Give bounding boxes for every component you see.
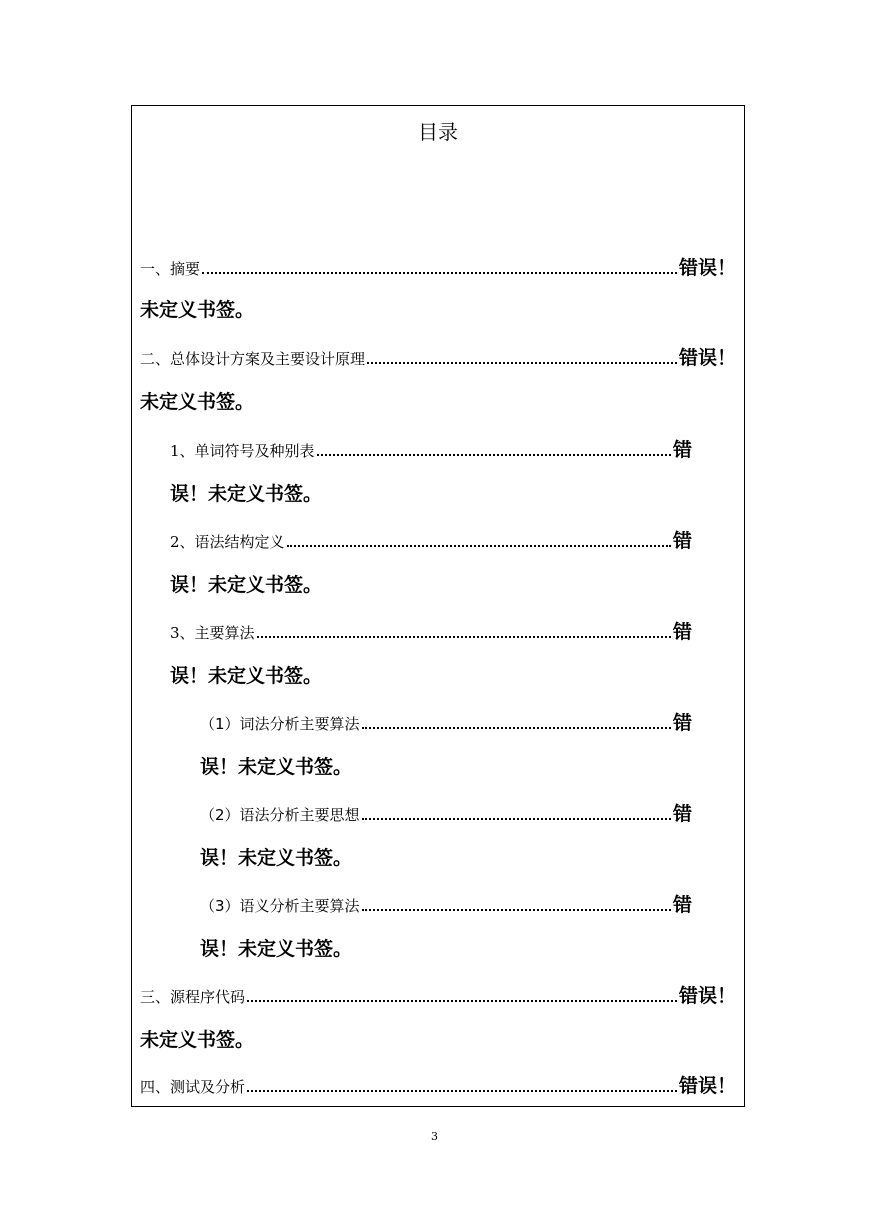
toc-entry-label: 一、摘要 (140, 260, 201, 278)
toc-entry-continuation: 误！未定义书签。 (170, 574, 323, 596)
toc-entry[interactable] (170, 618, 692, 644)
toc-entry-error: 错误！ (678, 985, 736, 1007)
toc-entry[interactable] (140, 344, 736, 370)
toc-entry-label: （3）语义分析主要算法 (200, 897, 360, 915)
toc-entry[interactable] (170, 527, 692, 553)
toc-entry-error: 错 (672, 439, 692, 461)
toc-entry-continuation: 误！未定义书签。 (200, 938, 353, 960)
toc-title: 目录 (418, 120, 458, 144)
toc-entry[interactable] (140, 254, 736, 280)
page-number: 3 (431, 1130, 438, 1143)
toc-entry-error: 错 (672, 621, 692, 643)
leader-dots (367, 362, 677, 364)
toc-entry-error: 错 (672, 803, 692, 825)
leader-dots (247, 1090, 677, 1092)
toc-entry-label: 三、源程序代码 (140, 988, 246, 1006)
leader-dots (247, 1000, 677, 1002)
toc-entry-label: 3、主要算法 (170, 624, 255, 642)
leader-dots (317, 454, 671, 456)
leader-dots (257, 636, 671, 638)
toc-entry-continuation: 误！未定义书签。 (170, 483, 323, 505)
toc-entry-label: 四、测试及分析 (140, 1078, 246, 1096)
toc-entry-continuation: 误！未定义书签。 (200, 847, 353, 869)
toc-entry[interactable] (140, 1072, 736, 1098)
toc-entry[interactable] (200, 800, 692, 826)
leader-dots (362, 909, 671, 911)
toc-entry-label: （1）词法分析主要算法 (200, 715, 360, 733)
toc-entry-error: 错误！ (678, 347, 736, 369)
toc-entry-continuation: 未定义书签。 (140, 1029, 255, 1051)
toc-entry-error: 错误！ (678, 1075, 736, 1097)
toc-entry[interactable] (170, 436, 692, 462)
toc-frame (131, 105, 745, 1107)
toc-entry-label: （2）语法分析主要思想 (200, 806, 360, 824)
toc-entry-label: 1、单词符号及种别表 (170, 442, 315, 460)
toc-entry-continuation: 未定义书签。 (140, 299, 255, 321)
leader-dots (362, 818, 671, 820)
toc-entry-error: 错 (672, 712, 692, 734)
toc-entry-continuation: 误！未定义书签。 (170, 665, 323, 687)
toc-entry-error: 错 (672, 530, 692, 552)
toc-entry-continuation: 误！未定义书签。 (200, 756, 353, 778)
toc-entry-label: 二、总体设计方案及主要设计原理 (140, 350, 366, 368)
toc-entry[interactable] (140, 982, 736, 1008)
toc-entry[interactable] (200, 891, 692, 917)
toc-entry-error: 错误！ (678, 257, 736, 279)
toc-entry[interactable] (200, 709, 692, 735)
toc-entry-label: 2、语法结构定义 (170, 533, 285, 551)
toc-entry-error: 错 (672, 894, 692, 916)
leader-dots (202, 272, 677, 274)
leader-dots (362, 727, 671, 729)
toc-entry-continuation: 未定义书签。 (140, 391, 255, 413)
leader-dots (287, 545, 671, 547)
